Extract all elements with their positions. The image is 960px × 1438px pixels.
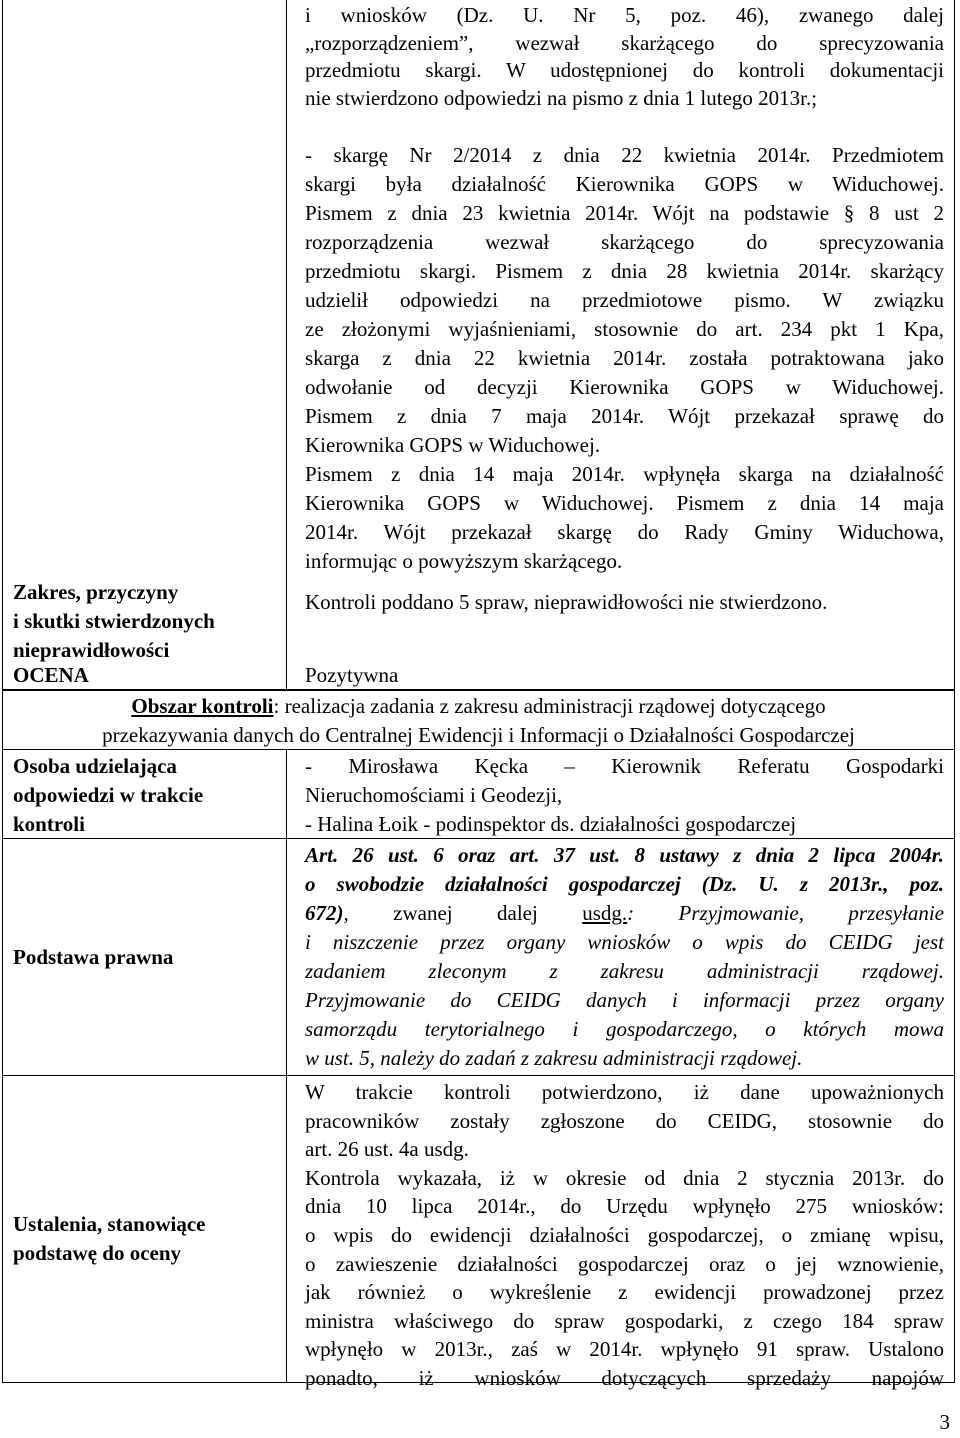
p2-line: Pismem z dnia 7 maja 2014r. Wójt przekazał sprawę do: [305, 404, 944, 428]
row-podstawa: [3, 838, 954, 1075]
paragraph-3: [305, 588, 944, 617]
label-osoba-line-1: Osoba udzielająca: [13, 754, 177, 778]
obszar-text: : realizacja zadania z zakresu administracji rządowej dotyczącego: [273, 694, 826, 718]
p1-line: „rozporządzeniem”, wezwał skarżącego do sprecyzowania: [305, 30, 944, 55]
podstawa-line: i niszczenie przez organy wniosków o wpis do CEIDG jest: [305, 930, 944, 954]
podstawa-ref: 672): [305, 901, 344, 925]
p2-line: Kierownika GOPS w Widuchowej. Pismem z dnia 14 maja: [305, 491, 944, 515]
ocena-value: Pozytywna: [305, 663, 399, 687]
ustalenia-line: art. 26 ust. 4a usdg.: [305, 1137, 469, 1162]
podstawa-usdg: usdg.: [582, 901, 628, 925]
ustalenia-line: dnia 10 lipca 2014r., do Urzędu wpłynęło 275 wniosków:: [305, 1194, 944, 1219]
podstawa-plain: , zwanej dalej: [343, 901, 583, 925]
p2-line: 2014r. Wójt przekazał skargę do Rady Gminy Widuchowa,: [305, 520, 944, 544]
paragraph-2: [305, 141, 944, 576]
label-zakres-line-3: nieprawidłowości: [13, 638, 170, 662]
label-osoba-line-2: odpowiedzi w trakcie: [13, 783, 204, 807]
table-obszar: [2, 690, 955, 750]
podstawa-line: samorządu terytorialnego i gospodarczego, o których mowa: [305, 1017, 944, 1041]
label-ocena: OCENA: [3, 661, 287, 690]
label-ustalenia-line-2: podstawę do oceny: [13, 1240, 182, 1265]
podstawa-rest: : Przyjmowanie, przesyłanie: [627, 901, 944, 925]
p2-line: Pismem z dnia 23 kwietnia 2014r. Wójt na podstawie § 8 ust 2: [305, 201, 944, 225]
ustalenia-line: wpłynęło w 2013r., zaś w 2014r. wpłynęło 91 spraw. Ustalono: [305, 1337, 944, 1362]
p2-line: odwołanie od decyzji Kierownika GOPS w Widuchowej.: [305, 375, 944, 399]
content-zakres: [287, 0, 954, 661]
p2-line: informując o powyższym skarżącego.: [305, 549, 623, 573]
p2-line: udzielił odpowiedzi na przedmiotowe pismo. W związku: [305, 288, 944, 312]
content-osoba: [287, 750, 954, 838]
p1-line: przedmiotu skargi. W udostępnionej do kontroli dokumentacji: [305, 58, 944, 82]
obszar-line-2: przekazywania danych do Centralnej Ewidencji i Informacji o Działalności Gospodarczej: [102, 723, 855, 747]
label-ustalenia: [3, 1076, 287, 1383]
label-osoba-line-3: kontroli: [13, 812, 85, 836]
table-top: [2, 0, 955, 690]
osoba-line: - Mirosława Kęcka – Kierownik Referatu Gospodarki: [305, 754, 944, 778]
page-number: 3: [939, 1410, 950, 1434]
obszar-label: Obszar kontroli: [131, 694, 274, 718]
label-podstawa-text: Podstawa prawna: [13, 944, 174, 969]
osoba-line: Nieruchomościami i Geodezji,: [305, 783, 563, 807]
p2-line: Kierownika GOPS w Widuchowej.: [305, 433, 601, 457]
table-bottom: [2, 749, 955, 1390]
podstawa-line: w ust. 5, należy do zadań z zakresu administracji rządowej.: [305, 1046, 803, 1070]
label-osoba: [3, 750, 287, 838]
p2-line: - skargę Nr 2/2014 z dnia 22 kwietnia 2014r. Przedmiotem: [305, 143, 944, 167]
row-zakres: [3, 0, 954, 661]
label-zakres-line-1: Zakres, przyczyny: [13, 580, 179, 604]
row-osoba: [3, 750, 954, 838]
label-zakres-line-2: i skutki stwierdzonych: [13, 609, 215, 633]
ustalenia-line: Kontrola wykazała, iż w okresie od dnia 2 stycznia 2013r. do: [305, 1165, 944, 1190]
podstawa-line: Art. 26 ust. 6 oraz art. 37 ust. 8 ustawy z dnia 2 lipca 2004r.: [305, 843, 944, 867]
row-ustalenia: [3, 1075, 954, 1390]
label-zakres: [3, 0, 287, 661]
p2-line: skarga z dnia 22 kwietnia 2014r. została potraktowana jako: [305, 346, 944, 370]
content-podstawa: [287, 839, 954, 1075]
p2-line: przedmiotu skargi. Pismem z dnia 28 kwietnia 2014r. skarżący: [305, 259, 944, 283]
ustalenia-line: pracowników zostały zgłoszone do CEIDG, stosownie do: [305, 1108, 944, 1133]
ustalenia-line: o wpis do ewidencji działalności gospodarczej, o zmianę wpisu,: [305, 1222, 944, 1247]
podstawa-line-mixed: [305, 899, 944, 928]
label-podstawa: [3, 839, 287, 1075]
label-ustalenia-line-1: Ustalenia, stanowiące: [13, 1211, 206, 1236]
ustalenia-line: ponadto, iż wniosków dotyczących sprzedaży napojów: [305, 1365, 944, 1390]
p1-line: nie stwierdzono odpowiedzi na pismo z dnia 1 lutego 2013r.;: [305, 85, 818, 110]
obszar-content: [3, 691, 954, 750]
osoba-line: - Halina Łoik - podinspektor ds. działalności gospodarczej: [305, 812, 797, 836]
p2-line: ze złożonymi wyjaśnieniami, stosownie do art. 234 pkt 1 Kpa,: [305, 317, 944, 341]
p3-line: Kontroli poddano 5 spraw, nieprawidłowości nie stwierdzono.: [305, 590, 828, 614]
p2-line: rozporządzenia wezwał skarżącego do sprecyzowania: [305, 230, 944, 254]
p1-line: i wniosków (Dz. U. Nr 5, poz. 46), zwanego dalej: [305, 3, 944, 27]
row-ocena: [3, 661, 954, 690]
podstawa-line: zadaniem zleconym z zakresu administracji rządowej.: [305, 959, 944, 983]
ustalenia-line: jak również o wykreślenie z ewidencji prowadzonej przez: [305, 1280, 944, 1305]
ustalenia-line: W trakcie kontroli potwierdzono, iż dane upoważnionych: [305, 1080, 944, 1104]
p2-line: Pismem z dnia 14 maja 2014r. wpłynęła skarga na działalność: [305, 462, 944, 486]
podstawa-line: Przyjmowanie do CEIDG danych i informacji przez organy: [305, 988, 944, 1012]
podstawa-line: o swobodzie działalności gospodarczej (Dz. U. z 2013r., poz.: [305, 872, 944, 896]
ustalenia-line: ministra właściwego do spraw gospodarki, z czego 184 spraw: [305, 1308, 944, 1333]
p2-line: skargi była działalność Kierownika GOPS w Widuchowej.: [305, 172, 944, 196]
paragraph-1: [305, 2, 944, 112]
ustalenia-line: o zawieszenie działalności gospodarczej oraz o jej wznowienie,: [305, 1251, 944, 1276]
content-ustalenia: [287, 1076, 954, 1390]
